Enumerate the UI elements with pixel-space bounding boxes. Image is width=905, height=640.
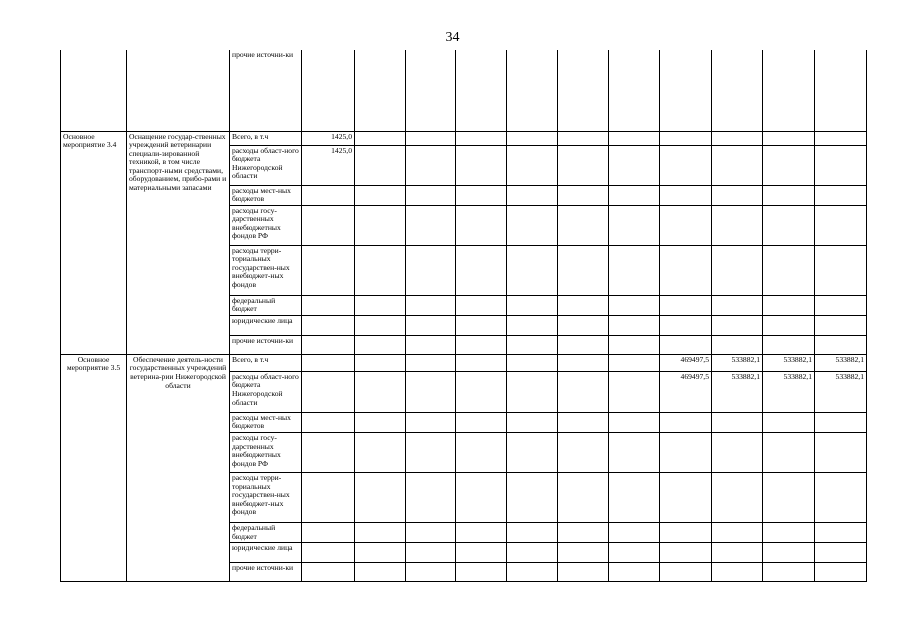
- value-cell: [406, 315, 456, 335]
- value-cell: [815, 205, 867, 245]
- value-cell: [456, 335, 507, 354]
- value-cell: [815, 523, 867, 543]
- value-cell: [660, 50, 712, 131]
- value-cell: [302, 563, 355, 582]
- value-cell: [660, 563, 712, 582]
- source-cell: федеральный бюджет: [230, 523, 302, 543]
- value-cell: [763, 205, 815, 245]
- value-cell: [355, 433, 406, 473]
- value-cell: [763, 412, 815, 432]
- value-cell: [456, 371, 507, 412]
- value-cell: [609, 315, 660, 335]
- value-cell: [763, 433, 815, 473]
- value-cell: [815, 131, 867, 145]
- value-cell: [558, 473, 609, 523]
- value-cell: [660, 473, 712, 523]
- value-cell: [815, 543, 867, 563]
- value-cell: [763, 563, 815, 582]
- value-cell: [456, 433, 507, 473]
- value-cell: [302, 433, 355, 473]
- value-cell: [507, 433, 558, 473]
- value-cell: [609, 335, 660, 354]
- value-cell: [815, 563, 867, 582]
- value-cell: [660, 205, 712, 245]
- value-cell: [302, 205, 355, 245]
- table-row: [61, 50, 867, 131]
- value-cell: [456, 412, 507, 432]
- value-cell: [712, 295, 763, 315]
- value-cell: [660, 145, 712, 185]
- source-cell: расходы мест-ных бюджетов: [230, 412, 302, 432]
- value-cell: [712, 412, 763, 432]
- value-cell: [712, 433, 763, 473]
- value-cell: [609, 543, 660, 563]
- value-cell: [302, 473, 355, 523]
- value-cell: [763, 131, 815, 145]
- value-cell: [558, 354, 609, 371]
- value-cell: [302, 185, 355, 205]
- value-cell: [712, 563, 763, 582]
- value-cell: 1425,0: [302, 131, 355, 145]
- value-cell: [456, 205, 507, 245]
- value-cell: [815, 245, 867, 295]
- value-cell: [406, 245, 456, 295]
- value-cell: [712, 245, 763, 295]
- value-cell: 469497,5: [660, 371, 712, 412]
- value-cell: [660, 412, 712, 432]
- value-cell: [456, 354, 507, 371]
- value-cell: [660, 523, 712, 543]
- value-cell: [763, 50, 815, 131]
- value-cell: [507, 563, 558, 582]
- value-cell: [507, 205, 558, 245]
- value-cell: [507, 131, 558, 145]
- value-cell: [558, 295, 609, 315]
- value-cell: [558, 543, 609, 563]
- value-cell: [609, 145, 660, 185]
- value-cell: [558, 315, 609, 335]
- value-cell: [609, 205, 660, 245]
- value-cell: [406, 523, 456, 543]
- value-cell: [406, 433, 456, 473]
- value-cell: [302, 543, 355, 563]
- table-row: [61, 131, 867, 145]
- value-cell: [815, 433, 867, 473]
- source-cell: прочие источни-ки: [230, 563, 302, 582]
- value-cell: [609, 371, 660, 412]
- event-block-3-4: [61, 131, 867, 354]
- value-cell: [406, 131, 456, 145]
- value-cell: 533882,1: [815, 354, 867, 371]
- value-cell: [507, 354, 558, 371]
- value-cell: [712, 523, 763, 543]
- value-cell: [660, 543, 712, 563]
- value-cell: [302, 315, 355, 335]
- value-cell: [406, 354, 456, 371]
- value-cell: [609, 354, 660, 371]
- value-cell: [558, 50, 609, 131]
- value-cell: [456, 185, 507, 205]
- value-cell: [507, 335, 558, 354]
- value-cell: [355, 523, 406, 543]
- value-cell: [712, 473, 763, 523]
- value-cell: [456, 473, 507, 523]
- table-row: [61, 354, 867, 371]
- source-cell: расходы мест-ных бюджетов: [230, 185, 302, 205]
- value-cell: [763, 315, 815, 335]
- value-cell: [558, 145, 609, 185]
- value-cell: [763, 145, 815, 185]
- value-cell: [406, 371, 456, 412]
- value-cell: [815, 50, 867, 131]
- value-cell: [660, 315, 712, 335]
- value-cell: [456, 50, 507, 131]
- value-cell: [355, 185, 406, 205]
- value-cell: [406, 205, 456, 245]
- value-cell: [815, 473, 867, 523]
- value-cell: [406, 185, 456, 205]
- table-body: [61, 50, 867, 131]
- value-cell: [712, 315, 763, 335]
- value-cell: [355, 315, 406, 335]
- value-cell: [712, 131, 763, 145]
- value-cell: [712, 205, 763, 245]
- value-cell: [558, 335, 609, 354]
- source-cell: расходы област-ного бюджета Нижегородской области: [230, 145, 302, 185]
- value-cell: [355, 354, 406, 371]
- value-cell: [712, 335, 763, 354]
- value-cell: [355, 131, 406, 145]
- value-cell: [355, 473, 406, 523]
- value-cell: [712, 145, 763, 185]
- value-cell: [406, 543, 456, 563]
- value-cell: [558, 563, 609, 582]
- value-cell: 469497,5: [660, 354, 712, 371]
- value-cell: [355, 412, 406, 432]
- value-cell: [558, 245, 609, 295]
- value-cell: [609, 185, 660, 205]
- value-cell: 533882,1: [763, 354, 815, 371]
- value-cell: [507, 473, 558, 523]
- value-cell: [507, 371, 558, 412]
- value-cell: [406, 335, 456, 354]
- event-block-3-5: [61, 354, 867, 581]
- value-cell: [507, 245, 558, 295]
- value-cell: [355, 371, 406, 412]
- value-cell: [456, 523, 507, 543]
- budget-table: [60, 50, 867, 582]
- value-cell: [712, 185, 763, 205]
- value-cell: [355, 145, 406, 185]
- value-cell: [660, 245, 712, 295]
- value-cell: [456, 315, 507, 335]
- value-cell: [355, 543, 406, 563]
- source-cell: прочие источни-ки: [230, 335, 302, 354]
- value-cell: [763, 523, 815, 543]
- event-cell: [61, 50, 127, 131]
- value-cell: [406, 50, 456, 131]
- value-cell: [763, 473, 815, 523]
- description-cell: Оснащение государ-ственных учреждений ветеринарии специали-зированной техникой, в том числе транспорт-ными средствами, оборудованием, прибо-рами и материальными запасами: [127, 131, 230, 354]
- value-cell: [406, 473, 456, 523]
- value-cell: [406, 412, 456, 432]
- value-cell: [815, 412, 867, 432]
- value-cell: [712, 543, 763, 563]
- event-cell: Основное мероприятие 3.5: [61, 354, 127, 581]
- value-cell: [507, 185, 558, 205]
- value-cell: [763, 295, 815, 315]
- value-cell: [763, 543, 815, 563]
- value-cell: [660, 433, 712, 473]
- value-cell: [558, 412, 609, 432]
- value-cell: [355, 50, 406, 131]
- value-cell: [609, 131, 660, 145]
- value-cell: [507, 295, 558, 315]
- value-cell: [355, 245, 406, 295]
- source-cell: расходы терри-ториальных государствен-ных внебюджет-ных фондов: [230, 473, 302, 523]
- page-number: 34: [445, 30, 460, 45]
- source-cell: прочие источни-ки: [230, 50, 302, 131]
- value-cell: [558, 131, 609, 145]
- source-cell: юридические лица: [230, 315, 302, 335]
- source-cell: Всего, в т.ч: [230, 131, 302, 145]
- value-cell: [406, 563, 456, 582]
- value-cell: 533882,1: [815, 371, 867, 412]
- value-cell: [815, 315, 867, 335]
- source-cell: расходы госу-дарственных внебюджетных фондов РФ: [230, 205, 302, 245]
- value-cell: [302, 371, 355, 412]
- value-cell: [507, 523, 558, 543]
- value-cell: [355, 295, 406, 315]
- source-cell: Всего, в т.ч: [230, 354, 302, 371]
- value-cell: [712, 50, 763, 131]
- value-cell: [456, 245, 507, 295]
- value-cell: [660, 131, 712, 145]
- value-cell: [507, 50, 558, 131]
- value-cell: [355, 563, 406, 582]
- value-cell: [609, 473, 660, 523]
- value-cell: [763, 185, 815, 205]
- value-cell: 533882,1: [712, 371, 763, 412]
- value-cell: [302, 245, 355, 295]
- value-cell: [660, 185, 712, 205]
- value-cell: [609, 523, 660, 543]
- value-cell: [507, 315, 558, 335]
- value-cell: [609, 295, 660, 315]
- value-cell: [507, 543, 558, 563]
- value-cell: [815, 145, 867, 185]
- value-cell: 533882,1: [712, 354, 763, 371]
- value-cell: [558, 371, 609, 412]
- value-cell: [456, 563, 507, 582]
- value-cell: [558, 185, 609, 205]
- value-cell: [302, 412, 355, 432]
- value-cell: [763, 335, 815, 354]
- value-cell: [815, 295, 867, 315]
- source-cell: юридические лица: [230, 543, 302, 563]
- value-cell: [558, 523, 609, 543]
- value-cell: [815, 335, 867, 354]
- value-cell: [609, 412, 660, 432]
- value-cell: [609, 433, 660, 473]
- value-cell: [406, 145, 456, 185]
- value-cell: [660, 335, 712, 354]
- value-cell: [456, 295, 507, 315]
- value-cell: [609, 50, 660, 131]
- event-cell: Основное мероприятие 3.4: [61, 131, 127, 354]
- value-cell: [302, 335, 355, 354]
- value-cell: [815, 185, 867, 205]
- value-cell: [558, 433, 609, 473]
- source-cell: расходы област-ного бюджета Нижегородской области: [230, 371, 302, 412]
- value-cell: [456, 131, 507, 145]
- value-cell: [558, 205, 609, 245]
- value-cell: [609, 563, 660, 582]
- value-cell: [456, 145, 507, 185]
- value-cell: [302, 354, 355, 371]
- value-cell: [406, 295, 456, 315]
- description-cell: [127, 50, 230, 131]
- value-cell: [302, 50, 355, 131]
- value-cell: [302, 523, 355, 543]
- value-cell: [355, 335, 406, 354]
- source-cell: расходы терри-ториальных государствен-ных внебюджет-ных фондов: [230, 245, 302, 295]
- value-cell: [763, 245, 815, 295]
- value-cell: [660, 295, 712, 315]
- value-cell: 1425,0: [302, 145, 355, 185]
- value-cell: [507, 412, 558, 432]
- value-cell: [507, 145, 558, 185]
- value-cell: 533882,1: [763, 371, 815, 412]
- value-cell: [609, 245, 660, 295]
- value-cell: [302, 295, 355, 315]
- source-cell: расходы госу-дарственных внебюджетных фондов РФ: [230, 433, 302, 473]
- value-cell: [355, 205, 406, 245]
- description-cell: Обеспечение деятель-ности государственных учреждений ветерина-рии Нижегородской области: [127, 354, 230, 581]
- value-cell: [456, 543, 507, 563]
- source-cell: федеральный бюджет: [230, 295, 302, 315]
